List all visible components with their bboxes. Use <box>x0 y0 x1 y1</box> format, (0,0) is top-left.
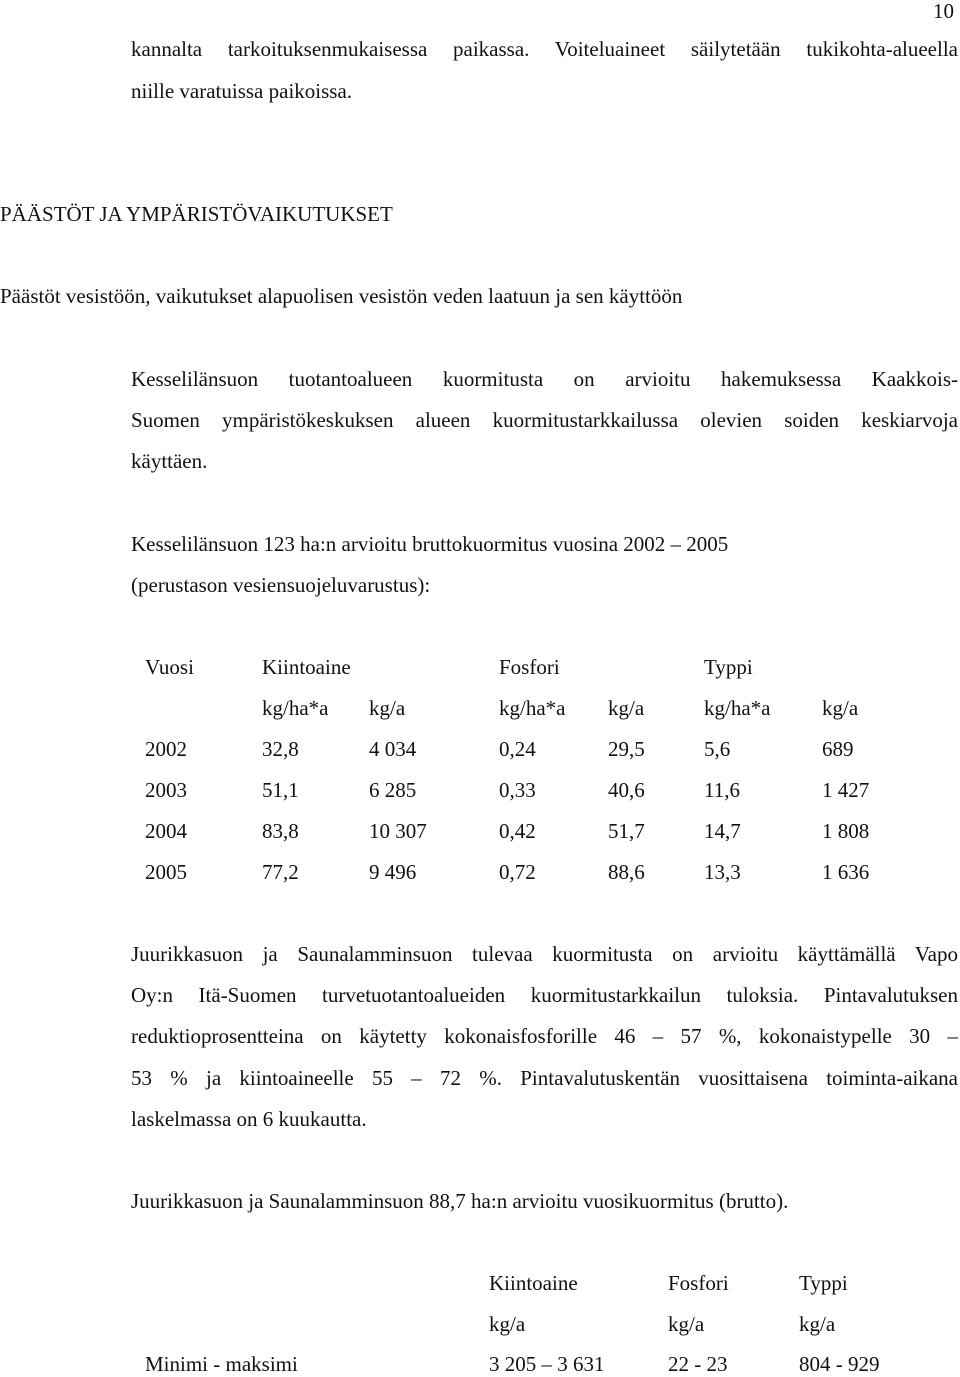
table-cell: 40,6 <box>608 778 645 802</box>
table-cell: 0,33 <box>499 778 536 802</box>
table-cell: 77,2 <box>262 860 299 884</box>
table-cell: 2003 <box>145 778 187 802</box>
header-vuosi: Vuosi <box>145 655 194 679</box>
para3-line-5: laskelmassa on 6 kuukautta. <box>131 1107 367 1131</box>
table-cell: 88,6 <box>608 860 645 884</box>
table-cell: 10 307 <box>369 819 427 843</box>
section-subheading: Päästöt vesistöön, vaikutukset alapuolisen vesistön veden laatuun ja sen käyttöön <box>0 284 683 308</box>
unit-cell: kg/ha*a <box>499 696 566 720</box>
table-cell: 11,6 <box>704 778 740 802</box>
table-cell: 51,7 <box>608 819 645 843</box>
header-typpi: Typpi <box>799 1271 848 1295</box>
table-cell: 6 285 <box>369 778 417 802</box>
unit-cell: kg/a <box>489 1312 526 1336</box>
para3-line-1: Juurikkasuon ja Saunalamminsuon tulevaa kuormitusta on arvioitu käyttämällä Vapo <box>131 942 958 966</box>
header-kiintoaine: Kiintoaine <box>489 1271 578 1295</box>
unit-cell: kg/a <box>822 696 859 720</box>
para3-line-2: Oy:n Itä-Suomen turvetuotantoalueiden kuormitustarkkailun tuloksia. Pintavalutuksen <box>131 983 958 1007</box>
table-cell: 5,6 <box>704 737 731 761</box>
table-cell: 0,42 <box>499 819 536 843</box>
para4: Juurikkasuon ja Saunalamminsuon 88,7 ha:n arvioitu vuosikuormitus (brutto). <box>131 1189 789 1213</box>
intro-line-2: niille varatuissa paikoissa. <box>131 79 353 103</box>
table-cell: 32,8 <box>262 737 299 761</box>
table-cell: 4 034 <box>369 737 417 761</box>
table-cell: 0,24 <box>499 737 536 761</box>
table-cell: 13,3 <box>704 860 741 884</box>
table-cell: 804 - 929 <box>799 1352 880 1376</box>
header-fosfori: Fosfori <box>668 1271 729 1295</box>
table-cell: 2005 <box>145 860 187 884</box>
table-cell: 0,72 <box>499 860 536 884</box>
page-number: 10 <box>933 0 954 23</box>
unit-cell: kg/a <box>668 1312 705 1336</box>
header-fosfori: Fosfori <box>499 655 560 679</box>
unit-cell: kg/ha*a <box>262 696 329 720</box>
section-heading: PÄÄSTÖT JA YMPÄRISTÖVAIKUTUKSET <box>0 202 393 226</box>
unit-cell: kg/a <box>369 696 406 720</box>
para1-line-1: Kesselilänsuon tuotantoalueen kuormitusta on arvioitu hakemuksessa Kaakkois- <box>131 367 958 391</box>
para2-line-2: (perustason vesiensuojeluvarustus): <box>131 573 431 597</box>
table-cell: 83,8 <box>262 819 299 843</box>
para2-line-1: Kesselilänsuon 123 ha:n arvioitu bruttokuormitus vuosina 2002 – 2005 <box>131 532 729 556</box>
table-cell: 1 427 <box>822 778 870 802</box>
table-cell: 22 - 23 <box>668 1352 728 1376</box>
table-cell: 2004 <box>145 819 187 843</box>
table-cell: 51,1 <box>262 778 299 802</box>
unit-cell: kg/a <box>799 1312 836 1336</box>
header-kiintoaine: Kiintoaine <box>262 655 351 679</box>
table-cell: 1 808 <box>822 819 870 843</box>
table-cell: 9 496 <box>369 860 417 884</box>
para3-line-4: 53 % ja kiintoaineelle 55 – 72 %. Pintavalutuskentän vuosittaisena toiminta-aikana <box>131 1066 958 1090</box>
unit-cell: kg/ha*a <box>704 696 771 720</box>
table-cell: 2002 <box>145 737 187 761</box>
table-cell: 1 636 <box>822 860 870 884</box>
table-cell: 689 <box>822 737 854 761</box>
table-cell: 3 205 – 3 631 <box>489 1352 605 1376</box>
table-cell: 29,5 <box>608 737 645 761</box>
para3-line-3: reduktioprosentteina on käytetty kokonaisfosforille 46 – 57 %, kokonaistypelle 30 – <box>131 1024 958 1048</box>
unit-cell: kg/a <box>608 696 645 720</box>
table-cell: 14,7 <box>704 819 741 843</box>
para1-line-3: käyttäen. <box>131 449 208 473</box>
header-typpi: Typpi <box>704 655 753 679</box>
row-label: Minimi - maksimi <box>145 1352 298 1376</box>
para1-line-2: Suomen ympäristökeskuksen alueen kuormitustarkkailussa olevien soiden keskiarvoja <box>131 408 958 432</box>
intro-line-1: kannalta tarkoituksenmukaisessa paikassa. Voiteluaineet säilytetään tukikohta-alueella <box>131 37 958 61</box>
